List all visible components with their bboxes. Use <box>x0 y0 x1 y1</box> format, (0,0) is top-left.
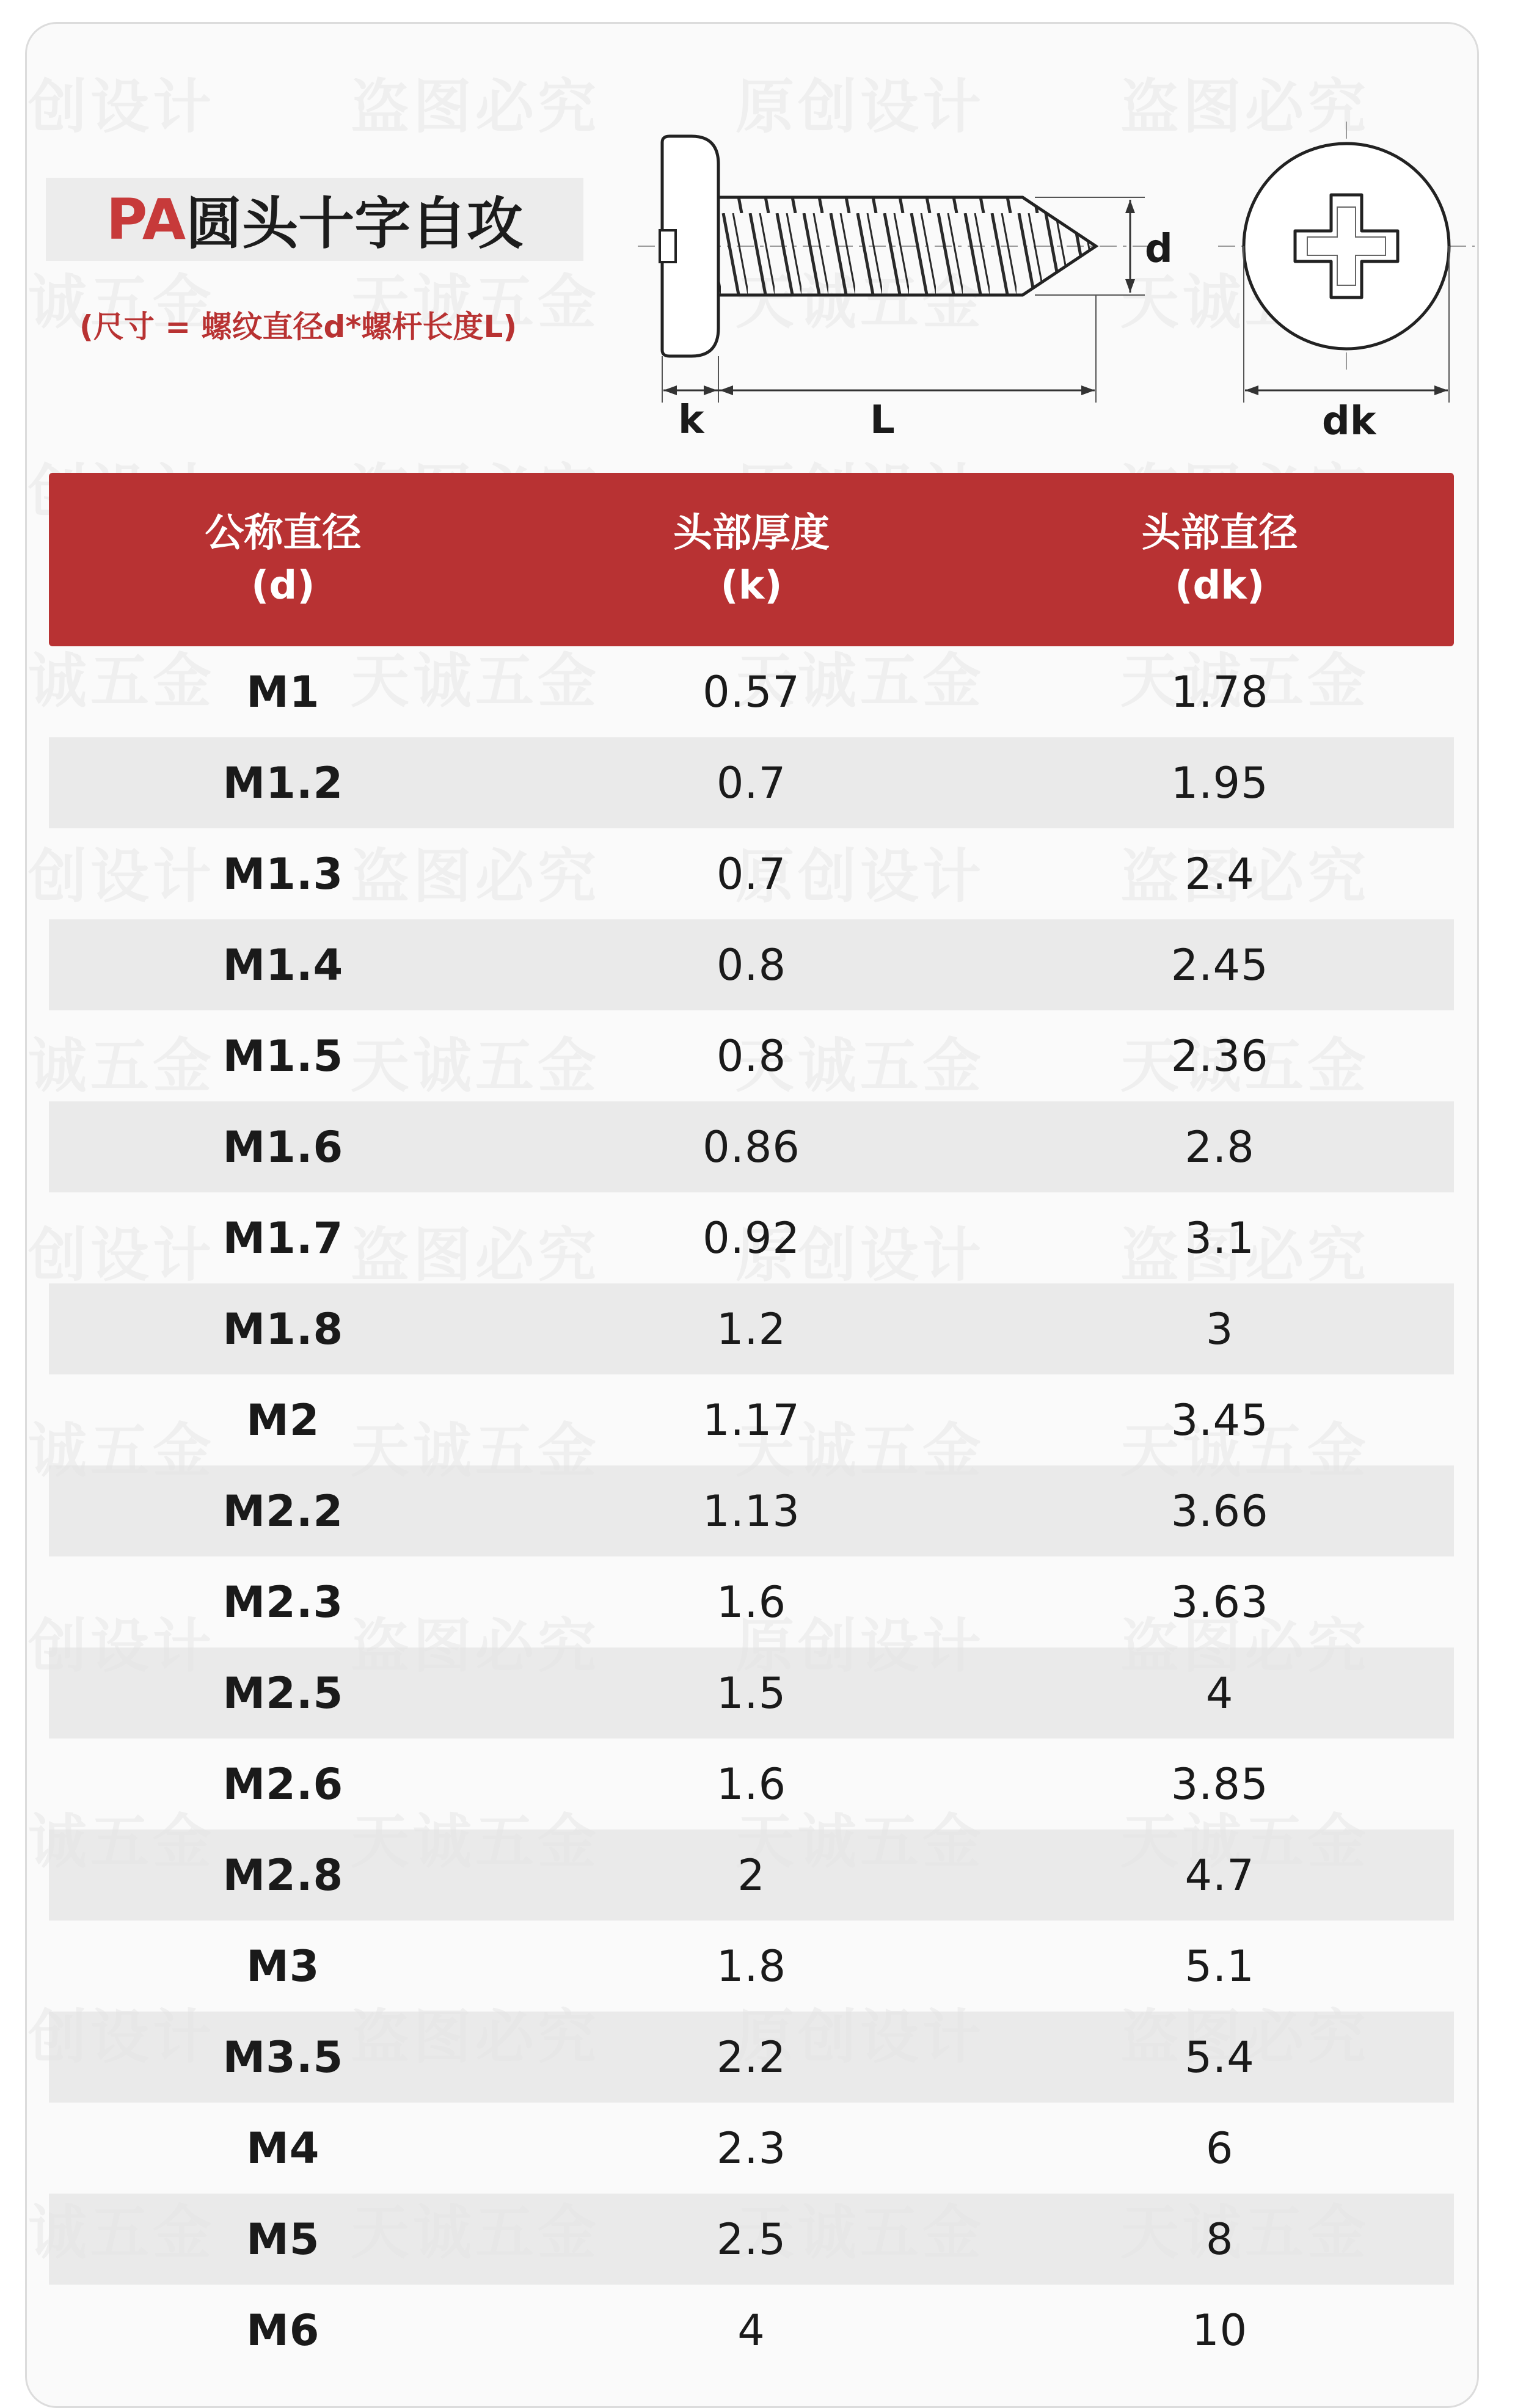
cell-head-diameter: 3.1 <box>1185 1213 1255 1263</box>
cell-head-diameter: 2.4 <box>1185 848 1255 899</box>
cell-head-diameter: 3.85 <box>1170 1759 1269 1809</box>
cell-nominal-size: M2.3 <box>222 1577 344 1627</box>
cell-head-diameter: 3.45 <box>1170 1395 1269 1445</box>
header-head-thickness <box>517 473 986 646</box>
cell-head-thickness: 0.57 <box>703 666 800 717</box>
cell-head-thickness: 0.8 <box>716 1031 787 1081</box>
table-row <box>49 1739 1454 1830</box>
cell-head-thickness: 1.5 <box>716 1668 787 1718</box>
cell-head-diameter: 4 <box>1205 1668 1234 1718</box>
title-accent: PA <box>106 186 186 252</box>
cell-nominal-size: M2.8 <box>222 1850 344 1900</box>
table-row <box>49 919 1454 1010</box>
table-row <box>49 1101 1454 1192</box>
cell-head-thickness: 1.2 <box>716 1304 787 1354</box>
cell-nominal-size: M1.3 <box>222 848 344 899</box>
screw-side-view-diagram <box>613 115 1181 445</box>
cell-nominal-size: M4 <box>246 2123 320 2173</box>
header-label: 头部厚度 <box>673 511 830 556</box>
cell-nominal-size: M1.8 <box>222 1304 344 1354</box>
table-row <box>49 2194 1454 2285</box>
cell-head-diameter: 3.66 <box>1170 1486 1269 1536</box>
table-row <box>49 646 1454 737</box>
cell-head-diameter: 4.7 <box>1185 1850 1255 1900</box>
cell-nominal-size: M3 <box>246 1941 320 1991</box>
cell-head-thickness: 0.86 <box>703 1122 800 1172</box>
header-label: 公称直径 <box>205 511 362 556</box>
cell-nominal-size: M5 <box>246 2214 320 2264</box>
cell-head-thickness: 0.8 <box>716 939 787 990</box>
cell-head-diameter: 10 <box>1192 2305 1248 2355</box>
cell-head-diameter: 3.63 <box>1170 1577 1269 1627</box>
cell-head-thickness: 1.8 <box>716 1941 787 1991</box>
spec-card <box>25 22 1479 2408</box>
title-text: 圆头十字自攻 <box>186 191 524 257</box>
cell-head-thickness: 0.7 <box>716 757 787 808</box>
table-row <box>49 1921 1454 2012</box>
cell-nominal-size: M1.4 <box>222 939 344 990</box>
cell-head-thickness: 0.92 <box>703 1213 800 1263</box>
cell-head-thickness: 2.3 <box>716 2123 787 2173</box>
table-row <box>49 1465 1454 1556</box>
cell-head-diameter: 1.95 <box>1170 757 1269 808</box>
cell-head-thickness: 2 <box>737 1850 765 1900</box>
cell-nominal-size: M2.2 <box>222 1486 344 1536</box>
cell-nominal-size: M1.6 <box>222 1122 344 1172</box>
table-row <box>49 1010 1454 1101</box>
table-row <box>49 828 1454 919</box>
cell-head-thickness: 1.6 <box>716 1759 787 1809</box>
cell-head-diameter: 5.1 <box>1185 1941 1255 1991</box>
cell-nominal-size: M3.5 <box>222 2032 344 2082</box>
spec-table-body <box>49 646 1454 2376</box>
cell-head-thickness: 1.6 <box>716 1577 787 1627</box>
cell-head-thickness: 2.5 <box>716 2214 787 2264</box>
cell-nominal-size: M1.7 <box>222 1213 344 1263</box>
cell-nominal-size: M6 <box>246 2305 320 2355</box>
dim-label-k: k <box>678 398 704 443</box>
dim-label-L: L <box>870 398 895 443</box>
watermark-text <box>25 60 215 144</box>
cell-head-diameter: 1.78 <box>1170 666 1269 717</box>
cell-head-thickness: 1.17 <box>703 1395 800 1445</box>
cell-nominal-size: M1.2 <box>222 757 344 808</box>
table-row <box>49 1830 1454 1921</box>
table-header <box>49 473 1454 646</box>
screw-front-view-diagram <box>1212 115 1479 445</box>
header-label: 头部直径 <box>1141 511 1298 556</box>
cell-head-thickness: 4 <box>737 2305 765 2355</box>
cell-nominal-size: M2.6 <box>222 1759 344 1809</box>
watermark-text <box>351 60 600 144</box>
cell-head-diameter: 2.36 <box>1170 1031 1269 1081</box>
table-row <box>49 1283 1454 1374</box>
header-head-diameter <box>985 473 1454 646</box>
cell-nominal-size: M1 <box>246 666 320 717</box>
cell-nominal-size: M1.5 <box>222 1031 344 1081</box>
cell-head-diameter: 6 <box>1205 2123 1234 2173</box>
size-formula: (尺寸 = 螺纹直径d*螺杆长度L) <box>79 309 517 345</box>
table-row <box>49 2285 1454 2376</box>
cell-head-diameter: 2.45 <box>1170 939 1269 990</box>
cell-head-diameter: 8 <box>1205 2214 1234 2264</box>
cell-nominal-size: M2 <box>246 1395 320 1445</box>
cell-head-diameter: 3 <box>1205 1304 1234 1354</box>
cell-head-thickness: 1.13 <box>703 1486 800 1536</box>
header-symbol: (d) <box>251 563 315 608</box>
cell-head-thickness: 0.7 <box>716 848 787 899</box>
dim-label-dk: dk <box>1322 399 1376 444</box>
page-title <box>46 178 583 261</box>
cell-head-thickness: 2.2 <box>716 2032 787 2082</box>
table-row <box>49 1374 1454 1465</box>
dim-label-d: d <box>1145 227 1173 272</box>
header-symbol: (dk) <box>1175 563 1265 608</box>
table-row <box>49 1192 1454 1283</box>
cell-head-diameter: 5.4 <box>1185 2032 1255 2082</box>
header-nominal-diameter <box>49 473 517 646</box>
table-row <box>49 1647 1454 1739</box>
cell-nominal-size: M2.5 <box>222 1668 344 1718</box>
table-row <box>49 737 1454 828</box>
header-symbol: (k) <box>720 563 783 608</box>
cell-head-diameter: 2.8 <box>1185 1122 1255 1172</box>
table-row <box>49 2012 1454 2103</box>
table-row <box>49 1556 1454 1647</box>
table-row <box>49 2103 1454 2194</box>
